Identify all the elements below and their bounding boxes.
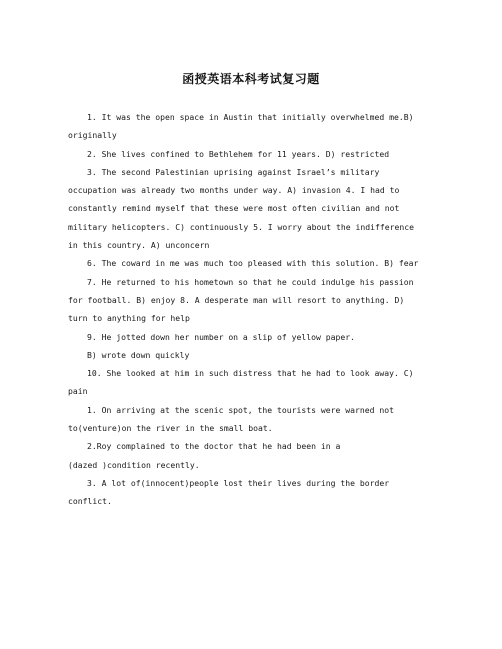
text-line: (dazed )condition recently. xyxy=(68,459,200,470)
text-line: for football. B) enjoy 8. A desperate man will resort to anything. D) xyxy=(68,294,405,305)
text-line: military helicopters. C) continuously 5. I worry about the indifference xyxy=(68,221,414,232)
text-line: occupation was already two months under way. A) invasion 4. I had to xyxy=(68,185,400,196)
text-line: 1. On arriving at the scenic spot, the tourists were warned not xyxy=(87,404,394,415)
document-title: 函授英语本科考试复习题 xyxy=(182,72,320,86)
text-line: B) wrote down quickly xyxy=(87,349,190,360)
text-line: 10. She looked at him in such distress that he had to look away. C) xyxy=(87,368,414,379)
text-line: pain xyxy=(68,386,88,397)
text-line: 3. A lot of(innocent)people lost their lives during the border xyxy=(87,477,390,488)
document-body xyxy=(68,108,434,511)
text-line: 6. The coward in me was much too pleased with this solution. B) fear xyxy=(87,258,419,269)
text-line: 2.Roy complained to the doctor that he had been in a xyxy=(87,441,341,452)
text-line: conflict. xyxy=(68,496,112,507)
text-line: turn to anything for help xyxy=(68,313,190,324)
text-line: constantly remind myself that these were most often civilian and not xyxy=(68,203,400,214)
text-line: to(venture)on the river in the small boat. xyxy=(68,423,273,434)
text-line: in this country. A) unconcern xyxy=(68,240,210,251)
text-line: 1. It was the open space in Austin that initially overwhelmed me.B) xyxy=(87,112,414,122)
text-line: originally xyxy=(68,130,117,141)
text-line: 9. He jotted down her number on a slip of yellow paper. xyxy=(87,331,356,342)
text-line: 7. He returned to his hometown so that he could indulge his passion xyxy=(87,276,414,287)
text-line: 3. The second Palestinian uprising against Israel’s military xyxy=(87,166,380,177)
text-line: 2. She lives confined to Bethlehem for 11 years. D) restricted xyxy=(87,148,390,159)
